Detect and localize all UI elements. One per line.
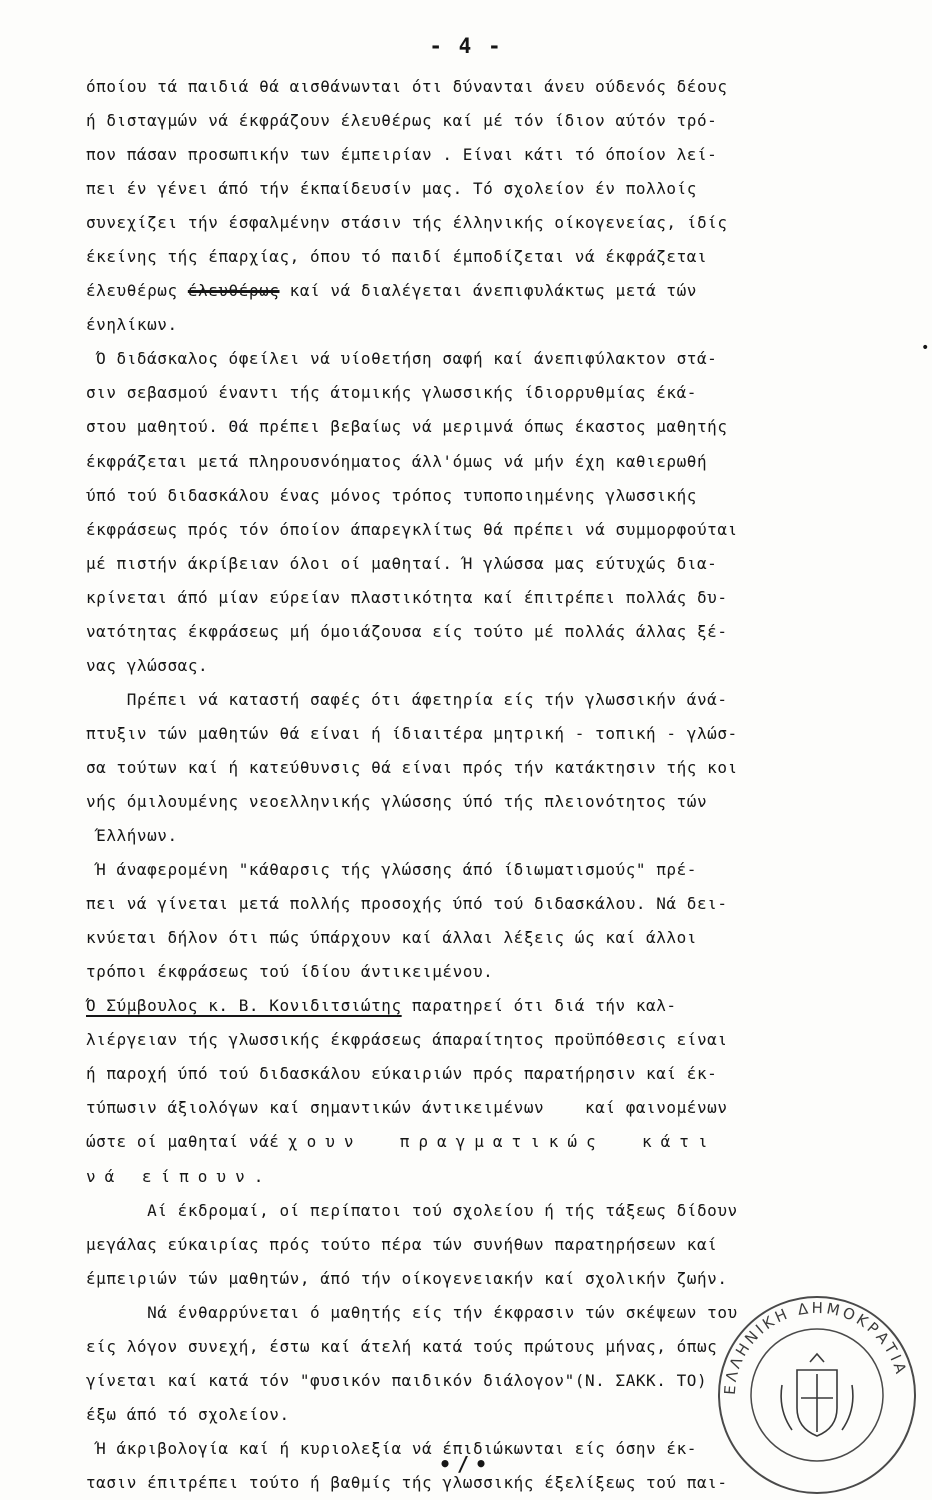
seal-text: ΕΛΛΗΝΙΚΗ ΔΗΜΟΚΡΑΤΙΑ bbox=[720, 1298, 911, 1396]
text-line-with-spaced bbox=[86, 1125, 926, 1159]
text-line: σα τούτων καί ή κατεύθυνσις θά είναι πρός τήν κατάκτησιν τής κοι bbox=[86, 757, 738, 777]
text-line: τρόποι έκφράσεως τού ίδίου άντικειμένου. bbox=[86, 962, 494, 982]
spaced-emphasis: έχουν πραγματικώς κάτι bbox=[269, 1132, 717, 1152]
text-line: τασιν έπιτρέπει τούτο ή βαθμίς τής γλωσσικής έξελίξεως τού παι- bbox=[86, 1472, 728, 1492]
text-line: πει έν γένει άπό τήν έκπαίδευσίν μας. Τό σχολείον έν πολλοίς bbox=[86, 179, 697, 199]
text-line: μεγάλας εύκαιρίας πρός τούτο πέρα τών συνήθων παρατηρήσεων καί bbox=[86, 1234, 718, 1254]
text-line: ή δισταγμών νά έκφράζουν έλευθέρως καί μέ τόν ίδιον αύτόν τρό- bbox=[86, 111, 718, 131]
text-line: συνεχίζει τήν έσφαλμένην στάσιν τής έλληνικής οίκογενείας, ίδίς bbox=[86, 213, 728, 233]
text-line: πει νά γίνεται μετά πολλής προσοχής ύπό τού διδασκάλου. Νά δει- bbox=[86, 894, 728, 914]
text-line: λιέργειαν τής γλωσσικής έκφράσεως άπαραίτητος προϋπόθεσις είναι bbox=[86, 1030, 728, 1050]
text-line: Έλλήνων. bbox=[86, 826, 178, 846]
text-fragment: έλευθέρως bbox=[86, 281, 188, 301]
text-line-with-speaker bbox=[86, 989, 926, 1023]
struck-word: έλευθέρως bbox=[187, 281, 280, 301]
text-line: έξω άπό τό σχολείον. bbox=[86, 1404, 290, 1424]
text-line: Ή άναφερομένη "κάθαρσις τής γλώσσης άπό ίδιωματισμούς" πρέ- bbox=[86, 860, 697, 880]
paragraph bbox=[86, 683, 926, 853]
text-line: πτυξιν τών μαθητών θά είναι ή ίδιαιτέρα μητρική - τοπική - γλώσ- bbox=[86, 723, 738, 743]
text-line: έκφράσεως πρός τόν όποίον άπαρεγκλίτως θά πρέπει νά συμμορφούται bbox=[86, 519, 738, 539]
text-line: νής όμιλουμένης νεοελληνικής γλώσσης ύπό τής πλειονότητος τών bbox=[86, 791, 708, 811]
text-line: όποίου τά παιδιά θά αισθάνωνται ότι δύνανται άνευ ούδενός δέους bbox=[86, 77, 728, 96]
speaker-name: Ό Σύμβουλος κ. Β. Κονιδιτσιώτης bbox=[86, 996, 402, 1016]
text-line: στου μαθητού. Θά πρέπει βεβαίως νά μεριμνά όπως έκαστος μαθητής bbox=[86, 417, 728, 437]
official-seal-stamp bbox=[712, 1290, 922, 1500]
text-line: κρίνεται άπό μίαν εύρείαν πλαστικότητα καί έπιτρέπει πολλάς δυ- bbox=[86, 587, 728, 607]
text-line: Αί έκδρομαί, οί περίπατοι τού σχολείου ή τής τάξεως δίδουν bbox=[86, 1200, 738, 1220]
paragraph bbox=[86, 70, 926, 274]
text-line: νατότητας έκφράσεως μή όμοιάζουσα είς τούτο μέ πολλάς άλλας ξέ- bbox=[86, 621, 728, 641]
text-line: ή παροχή ύπό τού διδασκάλου εύκαιριών πρός παρατήρησιν καί έκ- bbox=[86, 1064, 718, 1084]
paragraph bbox=[86, 1194, 926, 1296]
coat-of-arms-icon bbox=[781, 1354, 853, 1436]
text-line: τύπωσιν άξιολόγων καί σημαντικών άντικειμένων καί φαινομένων bbox=[86, 1098, 728, 1118]
text-line: έκφράζεται μετά πληρουσνόηματος άλλ'όμως νά μήν έχη καθιερωθή bbox=[86, 451, 708, 471]
text-fragment: ώστε οί μαθηταί νά bbox=[86, 1132, 270, 1152]
text-line-with-strike bbox=[86, 274, 926, 308]
spaced-emphasis: νά είπουν. bbox=[86, 1166, 273, 1186]
page-number: - 4 - bbox=[429, 34, 503, 58]
text-line: πον πάσαν προσωπικήν των έμπειρίαν . Είναι κάτι τό όποίον λεί- bbox=[86, 145, 718, 165]
text-line: είς λόγον συνεχή, έστω καί άτελή κατά τούς πρώτους μήνας, όπως bbox=[86, 1336, 718, 1356]
margin-dot: • bbox=[921, 340, 930, 356]
text-line: σιν σεβασμού έναντι τής άτομικής γλωσσικής ίδιορρυθμίας έκά- bbox=[86, 383, 697, 403]
text-line: μέ πιστήν άκρίβειαν όλοι οί μαθηταί. Ή γλώσσα μας εύτυχώς δια- bbox=[86, 553, 718, 573]
text-line: Ό διδάσκαλος όφείλει νά υίοθετήση σαφή καί άνεπιφύλακτον στά- bbox=[86, 349, 718, 369]
text-line: γίνεται καί κατά τόν "φυσικόν παιδικόν διάλογον"(Ν. ΣΑΚΚ. ΤΟ) bbox=[86, 1370, 708, 1390]
text-line: έμπειριών τών μαθητών, άπό τήν οίκογενειακήν καί σχολικήν ζωήν. bbox=[86, 1268, 728, 1288]
paragraph bbox=[86, 853, 926, 989]
text-line: Νά ένθαρρύνεται ό μαθητής είς τήν έκφρασιν τών σκέψεων του bbox=[86, 1302, 738, 1322]
text-line: νας γλώσσας. bbox=[86, 655, 209, 675]
paragraph bbox=[86, 989, 926, 1193]
text-line: Πρέπει νά καταστή σαφές ότι άφετηρία είς τήν γλωσσικήν άνά- bbox=[86, 689, 728, 709]
text-line: Ή άκριβολογία καί ή κυριολεξία νά έπιδιώκωνται είς όσην έκ- bbox=[86, 1438, 697, 1458]
document-body bbox=[86, 70, 926, 1500]
paragraph bbox=[86, 342, 926, 682]
text-line: ένηλίκων. bbox=[86, 315, 178, 335]
text-line: ύπό τού διδασκάλου ένας μόνος τρόπος τυποποιημένης γλωσσικής bbox=[86, 485, 697, 505]
text-fragment: καί νά διαλέγεται άνεπιφυλάκτως μετά τών bbox=[279, 281, 697, 301]
text-fragment: παρατηρεί ότι διά τήν καλ- bbox=[401, 996, 677, 1016]
paragraph bbox=[86, 274, 926, 342]
text-line: κνύεται δήλον ότι πώς ύπάρχουν καί άλλαι λέξεις ώς καί άλλοι bbox=[86, 928, 697, 948]
text-line: έκείνης τής έπαρχίας, όπου τό παιδί έμποδίζεται νά έκφράζεται bbox=[86, 247, 708, 267]
continuation-mark: •/• bbox=[438, 1452, 494, 1476]
